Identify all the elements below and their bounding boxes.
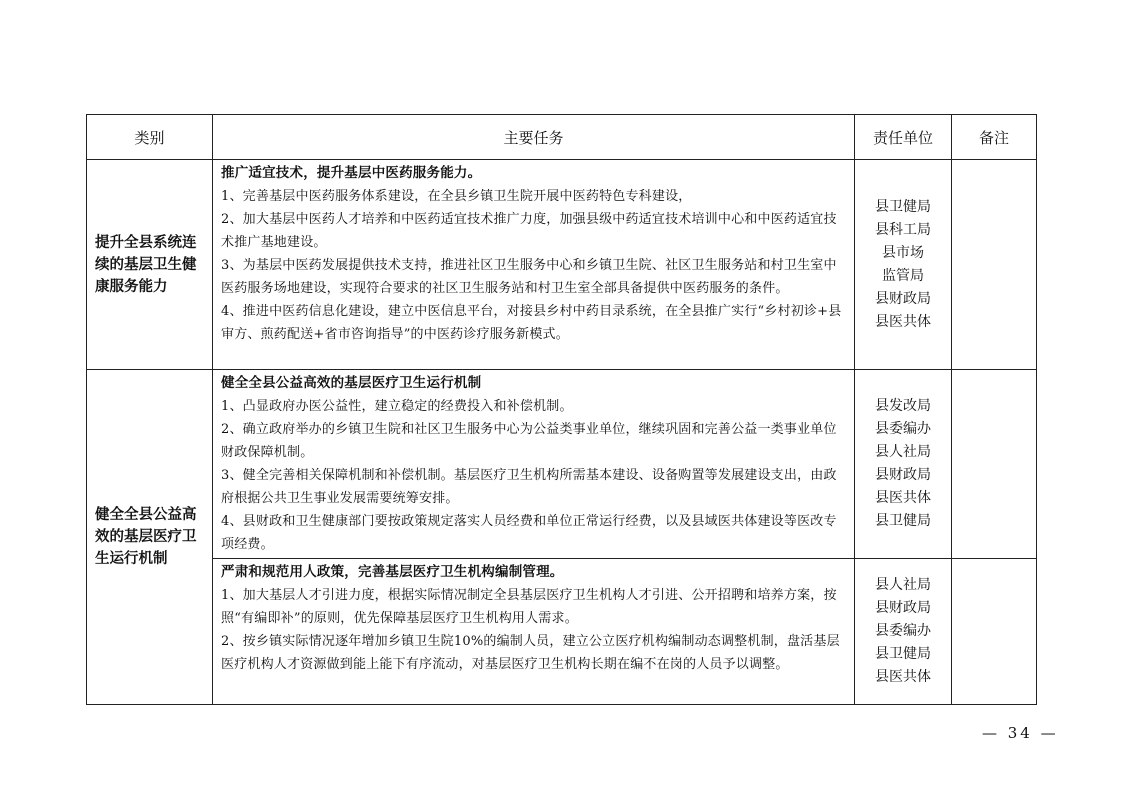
table-header-row bbox=[87, 115, 1037, 160]
task-item: 1、完善基层中医药服务体系建设，在全县乡镇卫生院开展中医药特色专科建设， bbox=[221, 189, 692, 204]
task-item: 4、推进中医药信息化建设，建立中医信息平台，对接县乡村中药目录系统，在全县推广实行“乡村初诊+县审方、煎药配送+省市咨询指导”的中医药诊疗服务新模式。 bbox=[221, 304, 842, 342]
responsible-units-cell bbox=[855, 160, 952, 370]
unit-label: 县发改局 bbox=[875, 398, 931, 414]
unit-label: 县财政局 bbox=[875, 290, 931, 307]
task-item: 2、加大基层中医药人才培养和中医药适宜技术推广力度，加强县级中药适宜技术培训中心和中医药适宜技术推广基地建设。 bbox=[221, 212, 837, 250]
responsible-units-cell bbox=[855, 370, 952, 559]
unit-label: 县人社局 bbox=[875, 577, 931, 593]
task-item: 3、健全完善相关保障机制和补偿机制。基层医疗卫生机构所需基本建设、设备购置等发展建设支出，由政府根据公共卫生事业发展需要统筹安排。 bbox=[221, 468, 837, 506]
table-row bbox=[87, 160, 1037, 370]
task-title: 严肃和规范用人政策，完善基层医疗卫生机构编制管理。 bbox=[221, 564, 564, 580]
category-cell: 健全全县公益高效的基层医疗卫生运行机制 bbox=[87, 370, 213, 705]
unit-label: 县市场 bbox=[882, 244, 924, 261]
task-item: 1、凸显政府办医公益性，建立稳定的经费投入和补偿机制。 bbox=[221, 399, 573, 414]
table-row bbox=[87, 559, 1037, 705]
header-category: 类别 bbox=[87, 115, 213, 160]
task-table bbox=[86, 114, 1037, 705]
table-row bbox=[87, 370, 1037, 559]
unit-label: 监管局 bbox=[882, 267, 924, 284]
responsible-units-cell bbox=[855, 559, 952, 705]
unit-label: 县医共体 bbox=[875, 669, 931, 685]
remark-cell bbox=[952, 160, 1037, 370]
unit-label: 县医共体 bbox=[875, 490, 931, 506]
header-remarks: 备注 bbox=[952, 115, 1037, 160]
unit-label: 县委编办 bbox=[875, 623, 931, 639]
unit-label: 县卫健局 bbox=[875, 646, 931, 662]
unit-label: 县医共体 bbox=[875, 313, 931, 330]
header-responsible-units: 责任单位 bbox=[855, 115, 952, 160]
category-cell: 提升全县系统连续的基层卫生健康服务能力 bbox=[87, 160, 213, 370]
task-item: 1、加大基层人才引进力度，根据实际情况制定全县基层医疗卫生机构人才引进、公开招聘和培养方案，按照“有编即补”的原则，优先保障基层医疗卫生机构用人需求。 bbox=[221, 588, 837, 626]
task-cell bbox=[213, 559, 855, 705]
task-item: 2、按乡镇实际情况逐年增加乡镇卫生院10%的编制人员，建立公立医疗机构编制动态调整机制，盘活基层医疗机构人才资源做到能上能下有序流动，对基层医疗卫生机构长期在编不在岗的人员予以调整。 bbox=[221, 634, 840, 672]
remark-cell bbox=[952, 370, 1037, 559]
task-cell bbox=[213, 370, 855, 559]
task-title: 推广适宜技术，提升基层中医药服务能力。 bbox=[221, 165, 482, 181]
page-number: — 34 — bbox=[982, 724, 1059, 742]
unit-label: 县人社局 bbox=[875, 444, 931, 460]
task-item: 3、为基层中医药发展提供技术支持，推进社区卫生服务中心和乡镇卫生院、社区卫生服务站和村卫生室中医药服务场地建设，实现符合要求的社区卫生服务站和村卫生室全部具备提供中医药服务的条件。 bbox=[221, 258, 837, 296]
unit-label: 县卫健局 bbox=[875, 513, 931, 529]
unit-label: 县委编办 bbox=[875, 421, 931, 437]
unit-label: 县科工局 bbox=[875, 221, 931, 238]
unit-label: 县卫健局 bbox=[875, 198, 931, 215]
remark-cell bbox=[952, 559, 1037, 705]
unit-label: 县财政局 bbox=[875, 467, 931, 483]
task-item: 4、县财政和卫生健康部门要按政策规定落实人员经费和单位正常运行经费，以及县域医共体建设等医改专项经费。 bbox=[221, 514, 837, 552]
task-cell bbox=[213, 160, 855, 370]
task-item: 2、确立政府举办的乡镇卫生院和社区卫生服务中心为公益类事业单位，继续巩固和完善公益一类事业单位财政保障机制。 bbox=[221, 422, 837, 460]
unit-label: 县财政局 bbox=[875, 600, 931, 616]
header-main-tasks: 主要任务 bbox=[213, 115, 855, 160]
task-title: 健全全县公益高效的基层医疗卫生运行机制 bbox=[221, 375, 482, 391]
